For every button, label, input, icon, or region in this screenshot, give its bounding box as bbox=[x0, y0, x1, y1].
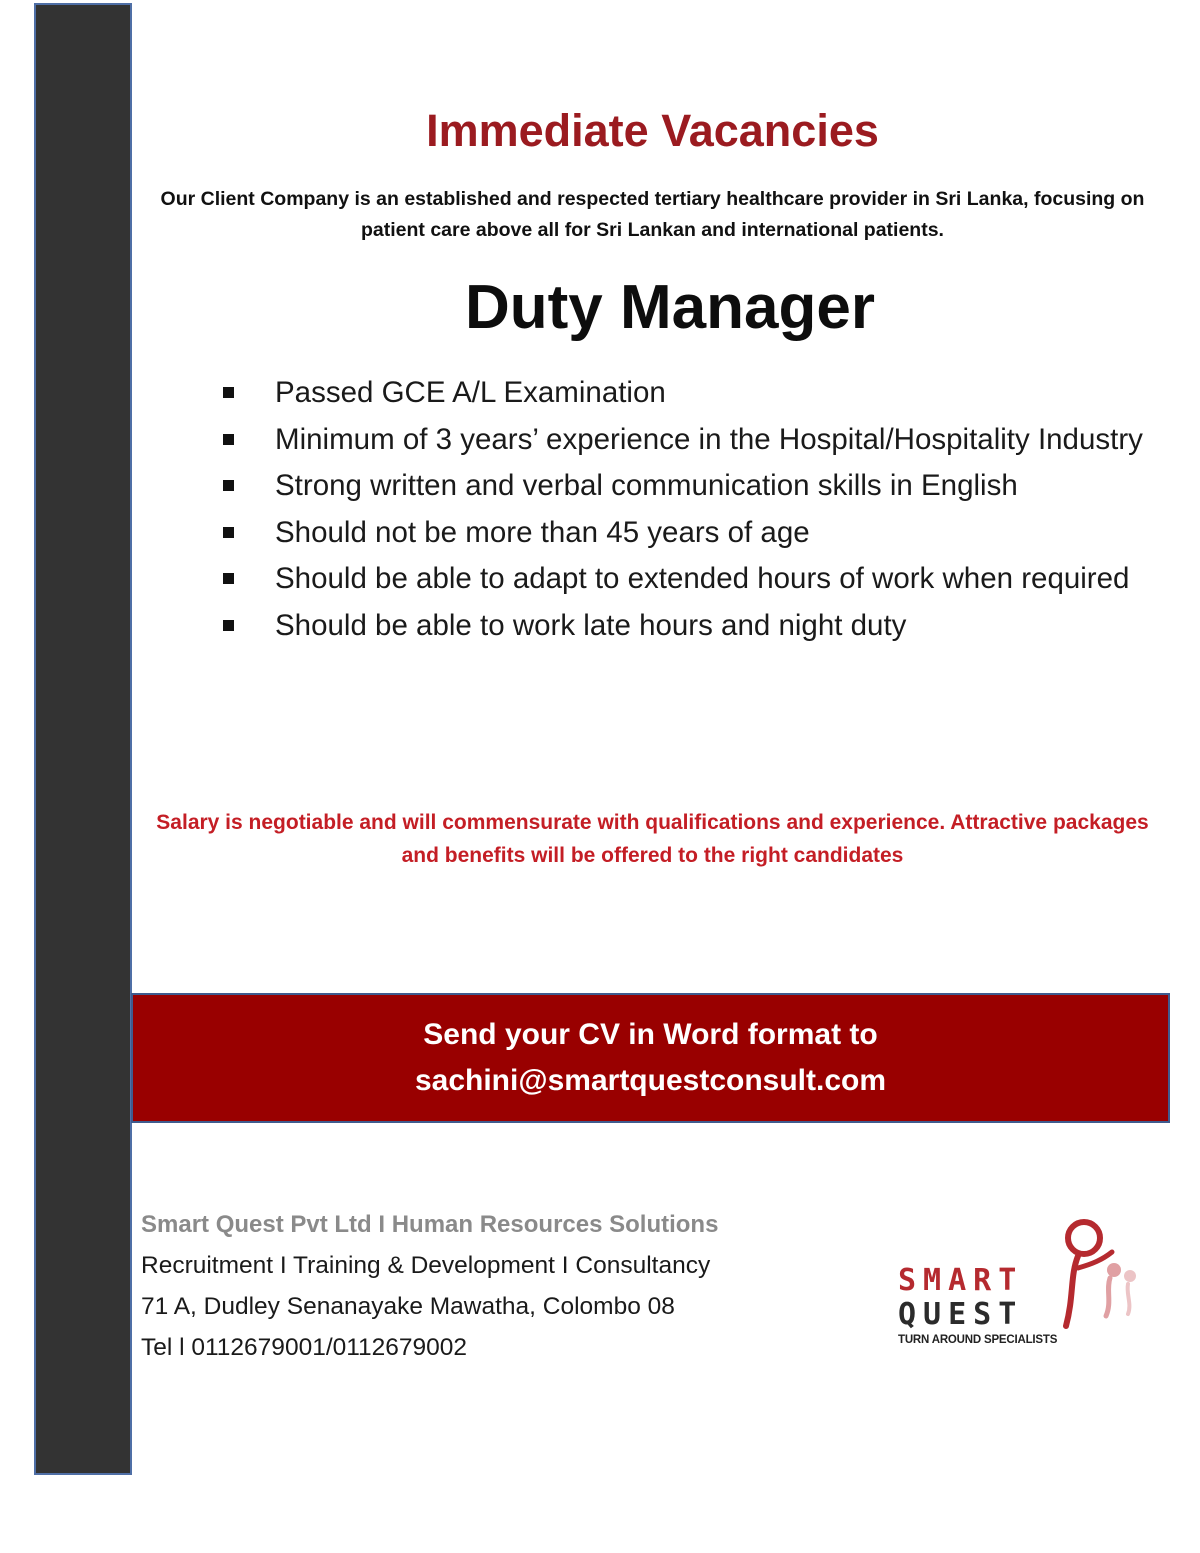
address-line: 71 A, Dudley Senanayake Mawatha, Colombo 08 bbox=[141, 1293, 675, 1320]
requirement-text: Should not be more than 45 years of age bbox=[275, 515, 810, 549]
smart-quest-logo bbox=[892, 1216, 1144, 1356]
salary-note: Salary is negotiable and will commensurate with qualifications and experience. Attractive packages and benefits will be offered to the right candidates bbox=[156, 811, 1149, 867]
requirement-text: Should be able to work late hours and night duty bbox=[275, 608, 907, 642]
intro-text: Our Client Company is an established and respected tertiary healthcare provider in Sri Lanka, focusing on patient care above all for Sri Lankan and international patients. bbox=[160, 188, 1145, 241]
requirement-text: Strong written and verbal communication skills in English bbox=[275, 469, 1018, 502]
requirement-item bbox=[222, 603, 1152, 650]
square-bullet-icon bbox=[223, 387, 234, 398]
square-bullet-icon bbox=[223, 620, 234, 631]
square-bullet-icon bbox=[223, 480, 234, 491]
requirement-item bbox=[222, 463, 1152, 510]
side-bar bbox=[34, 3, 132, 1475]
requirement-item bbox=[222, 370, 1152, 417]
page-title: Immediate Vacancies bbox=[426, 105, 879, 156]
requirement-item bbox=[222, 510, 1152, 557]
logo-word-quest: QUEST bbox=[898, 1297, 1024, 1332]
job-title: Duty Manager bbox=[465, 273, 875, 342]
cv-email-link[interactable]: sachini@smartquestconsult.com bbox=[414, 1064, 887, 1097]
requirement-item bbox=[222, 417, 1152, 464]
company-name: Smart Quest Pvt Ltd I Human Resources Solutions bbox=[141, 1211, 719, 1238]
running-figure-icon bbox=[1048, 1216, 1144, 1334]
services-line: Recruitment I Training & Development I Consultancy bbox=[141, 1252, 711, 1279]
requirement-text: Should be able to adapt to extended hours of work when required bbox=[275, 562, 1130, 595]
cv-banner bbox=[131, 993, 1170, 1123]
requirement-text: Passed GCE A/L Examination bbox=[275, 376, 666, 409]
requirements-list bbox=[222, 370, 1152, 649]
cv-instruction: Send your CV in Word format to bbox=[423, 1018, 878, 1051]
square-bullet-icon bbox=[223, 527, 234, 538]
phone-line: Tel l 0112679001/0112679002 bbox=[141, 1334, 468, 1361]
square-bullet-icon bbox=[223, 434, 234, 445]
logo-word-smart: SMART bbox=[898, 1263, 1024, 1298]
square-bullet-icon bbox=[223, 573, 234, 584]
requirement-text: Minimum of 3 years’ experience in the Hospital/Hospitality Industry bbox=[275, 422, 1143, 456]
footer-contact bbox=[141, 1205, 841, 1368]
requirement-item bbox=[222, 556, 1152, 603]
logo-tagline: TURN AROUND SPECIALISTS bbox=[898, 1334, 1058, 1346]
